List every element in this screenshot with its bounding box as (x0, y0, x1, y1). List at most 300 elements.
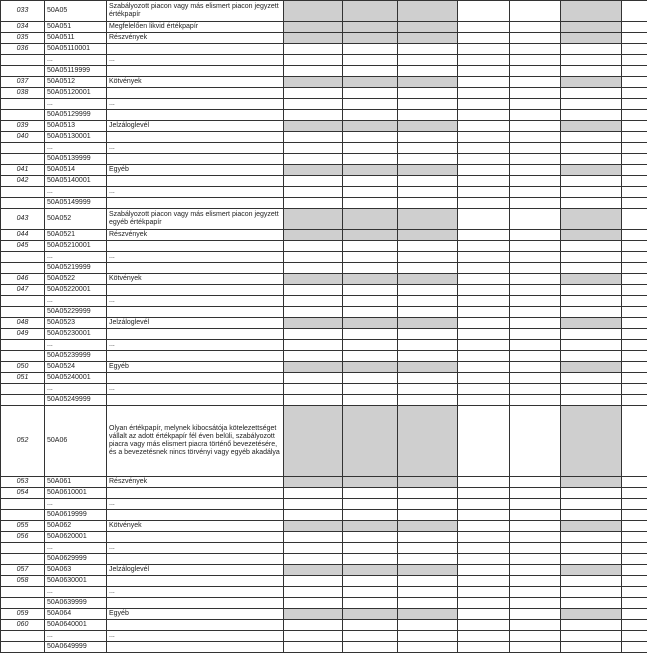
value-cell[interactable] (510, 33, 561, 44)
value-cell[interactable] (622, 373, 647, 384)
value-cell[interactable] (343, 488, 398, 499)
value-cell[interactable] (510, 22, 561, 33)
value-cell[interactable] (510, 532, 561, 543)
value-cell[interactable] (398, 154, 458, 165)
value-cell[interactable] (561, 241, 622, 252)
value-cell[interactable] (510, 296, 561, 307)
value-cell[interactable] (284, 252, 343, 263)
value-cell[interactable] (510, 230, 561, 241)
value-cell[interactable] (343, 510, 398, 521)
value-cell[interactable] (343, 532, 398, 543)
value-cell[interactable] (510, 132, 561, 143)
value-cell[interactable] (458, 22, 510, 33)
value-cell[interactable] (284, 384, 343, 395)
value-cell[interactable] (622, 351, 647, 362)
value-cell[interactable] (510, 642, 561, 653)
value-cell[interactable] (561, 110, 622, 121)
value-cell[interactable] (622, 543, 647, 554)
value-cell[interactable] (343, 66, 398, 77)
value-cell[interactable] (284, 532, 343, 543)
value-cell[interactable] (510, 285, 561, 296)
value-cell[interactable] (458, 165, 510, 176)
value-cell[interactable] (398, 198, 458, 209)
value-cell[interactable] (622, 99, 647, 110)
value-cell[interactable] (510, 1, 561, 22)
value-cell[interactable] (343, 110, 398, 121)
value-cell[interactable] (458, 554, 510, 565)
value-cell[interactable] (510, 252, 561, 263)
value-cell[interactable] (458, 1, 510, 22)
value-cell[interactable] (398, 307, 458, 318)
value-cell[interactable] (622, 598, 647, 609)
value-cell[interactable] (622, 631, 647, 642)
value-cell[interactable] (458, 88, 510, 99)
value-cell[interactable] (510, 154, 561, 165)
value-cell[interactable] (561, 554, 622, 565)
value-cell[interactable] (458, 499, 510, 510)
value-cell[interactable] (510, 241, 561, 252)
value-cell[interactable] (284, 176, 343, 187)
value-cell[interactable] (561, 499, 622, 510)
value-cell[interactable] (343, 620, 398, 631)
value-cell[interactable] (398, 598, 458, 609)
value-cell[interactable] (561, 373, 622, 384)
value-cell[interactable] (398, 554, 458, 565)
value-cell[interactable] (561, 143, 622, 154)
value-cell[interactable] (284, 296, 343, 307)
value-cell[interactable] (398, 263, 458, 274)
value-cell[interactable] (510, 543, 561, 554)
value-cell[interactable] (398, 499, 458, 510)
value-cell[interactable] (284, 241, 343, 252)
value-cell[interactable] (458, 384, 510, 395)
value-cell[interactable] (622, 510, 647, 521)
value-cell[interactable] (343, 132, 398, 143)
value-cell[interactable] (343, 642, 398, 653)
value-cell[interactable] (561, 532, 622, 543)
value-cell[interactable] (458, 154, 510, 165)
value-cell[interactable] (284, 642, 343, 653)
value-cell[interactable] (343, 329, 398, 340)
value-cell[interactable] (284, 44, 343, 55)
value-cell[interactable] (343, 176, 398, 187)
value-cell[interactable] (622, 77, 647, 88)
value-cell[interactable] (510, 99, 561, 110)
value-cell[interactable] (561, 285, 622, 296)
value-cell[interactable] (561, 488, 622, 499)
value-cell[interactable] (398, 395, 458, 406)
value-cell[interactable] (284, 373, 343, 384)
value-cell[interactable] (458, 274, 510, 285)
value-cell[interactable] (510, 395, 561, 406)
value-cell[interactable] (622, 642, 647, 653)
value-cell[interactable] (622, 252, 647, 263)
value-cell[interactable] (343, 631, 398, 642)
value-cell[interactable] (561, 631, 622, 642)
value-cell[interactable] (458, 543, 510, 554)
value-cell[interactable] (398, 543, 458, 554)
value-cell[interactable] (284, 110, 343, 121)
value-cell[interactable] (398, 55, 458, 66)
value-cell[interactable] (510, 209, 561, 230)
value-cell[interactable] (284, 395, 343, 406)
value-cell[interactable] (398, 296, 458, 307)
value-cell[interactable] (398, 373, 458, 384)
value-cell[interactable] (343, 307, 398, 318)
value-cell[interactable] (343, 88, 398, 99)
value-cell[interactable] (284, 99, 343, 110)
value-cell[interactable] (510, 620, 561, 631)
value-cell[interactable] (458, 198, 510, 209)
value-cell[interactable] (510, 406, 561, 477)
value-cell[interactable] (284, 329, 343, 340)
value-cell[interactable] (343, 198, 398, 209)
value-cell[interactable] (343, 285, 398, 296)
value-cell[interactable] (561, 598, 622, 609)
value-cell[interactable] (343, 395, 398, 406)
value-cell[interactable] (561, 66, 622, 77)
value-cell[interactable] (398, 351, 458, 362)
value-cell[interactable] (561, 642, 622, 653)
value-cell[interactable] (622, 307, 647, 318)
value-cell[interactable] (561, 55, 622, 66)
value-cell[interactable] (398, 252, 458, 263)
value-cell[interactable] (622, 576, 647, 587)
value-cell[interactable] (622, 318, 647, 329)
value-cell[interactable] (343, 154, 398, 165)
value-cell[interactable] (510, 609, 561, 620)
value-cell[interactable] (458, 642, 510, 653)
value-cell[interactable] (561, 340, 622, 351)
value-cell[interactable] (458, 532, 510, 543)
value-cell[interactable] (284, 143, 343, 154)
value-cell[interactable] (343, 384, 398, 395)
value-cell[interactable] (510, 110, 561, 121)
value-cell[interactable] (398, 143, 458, 154)
value-cell[interactable] (510, 165, 561, 176)
value-cell[interactable] (561, 263, 622, 274)
value-cell[interactable] (458, 620, 510, 631)
value-cell[interactable] (622, 121, 647, 132)
value-cell[interactable] (561, 198, 622, 209)
value-cell[interactable] (510, 351, 561, 362)
value-cell[interactable] (510, 66, 561, 77)
value-cell[interactable] (622, 587, 647, 598)
value-cell[interactable] (398, 187, 458, 198)
value-cell[interactable] (622, 395, 647, 406)
value-cell[interactable] (622, 296, 647, 307)
value-cell[interactable] (561, 154, 622, 165)
value-cell[interactable] (343, 499, 398, 510)
value-cell[interactable] (398, 329, 458, 340)
value-cell[interactable] (561, 187, 622, 198)
value-cell[interactable] (622, 384, 647, 395)
value-cell[interactable] (343, 296, 398, 307)
value-cell[interactable] (398, 285, 458, 296)
value-cell[interactable] (284, 132, 343, 143)
value-cell[interactable] (398, 132, 458, 143)
value-cell[interactable] (622, 488, 647, 499)
value-cell[interactable] (398, 88, 458, 99)
value-cell[interactable] (510, 477, 561, 488)
value-cell[interactable] (510, 521, 561, 532)
value-cell[interactable] (398, 241, 458, 252)
value-cell[interactable] (458, 521, 510, 532)
value-cell[interactable] (561, 329, 622, 340)
value-cell[interactable] (284, 576, 343, 587)
value-cell[interactable] (622, 165, 647, 176)
value-cell[interactable] (398, 110, 458, 121)
value-cell[interactable] (561, 307, 622, 318)
value-cell[interactable] (622, 198, 647, 209)
value-cell[interactable] (622, 66, 647, 77)
value-cell[interactable] (458, 598, 510, 609)
value-cell[interactable] (510, 263, 561, 274)
value-cell[interactable] (458, 285, 510, 296)
value-cell[interactable] (398, 631, 458, 642)
value-cell[interactable] (458, 66, 510, 77)
value-cell[interactable] (622, 565, 647, 576)
value-cell[interactable] (458, 209, 510, 230)
value-cell[interactable] (458, 110, 510, 121)
value-cell[interactable] (458, 99, 510, 110)
value-cell[interactable] (622, 477, 647, 488)
value-cell[interactable] (398, 532, 458, 543)
value-cell[interactable] (510, 176, 561, 187)
value-cell[interactable] (458, 576, 510, 587)
value-cell[interactable] (510, 329, 561, 340)
value-cell[interactable] (458, 132, 510, 143)
value-cell[interactable] (510, 307, 561, 318)
value-cell[interactable] (458, 318, 510, 329)
value-cell[interactable] (343, 351, 398, 362)
value-cell[interactable] (510, 44, 561, 55)
value-cell[interactable] (458, 241, 510, 252)
value-cell[interactable] (458, 263, 510, 274)
value-cell[interactable] (398, 384, 458, 395)
value-cell[interactable] (622, 406, 647, 477)
value-cell[interactable] (561, 176, 622, 187)
value-cell[interactable] (343, 55, 398, 66)
value-cell[interactable] (343, 373, 398, 384)
value-cell[interactable] (510, 576, 561, 587)
value-cell[interactable] (561, 132, 622, 143)
value-cell[interactable] (284, 55, 343, 66)
value-cell[interactable] (622, 554, 647, 565)
value-cell[interactable] (510, 143, 561, 154)
value-cell[interactable] (458, 395, 510, 406)
value-cell[interactable] (561, 88, 622, 99)
value-cell[interactable] (343, 554, 398, 565)
value-cell[interactable] (561, 587, 622, 598)
value-cell[interactable] (458, 44, 510, 55)
value-cell[interactable] (510, 631, 561, 642)
value-cell[interactable] (343, 241, 398, 252)
value-cell[interactable] (561, 351, 622, 362)
value-cell[interactable] (510, 121, 561, 132)
value-cell[interactable] (284, 499, 343, 510)
value-cell[interactable] (458, 406, 510, 477)
value-cell[interactable] (510, 362, 561, 373)
value-cell[interactable] (458, 187, 510, 198)
value-cell[interactable] (458, 296, 510, 307)
value-cell[interactable] (284, 66, 343, 77)
value-cell[interactable] (284, 543, 343, 554)
value-cell[interactable] (284, 198, 343, 209)
value-cell[interactable] (458, 587, 510, 598)
value-cell[interactable] (458, 609, 510, 620)
value-cell[interactable] (561, 296, 622, 307)
value-cell[interactable] (398, 44, 458, 55)
value-cell[interactable] (343, 598, 398, 609)
value-cell[interactable] (561, 510, 622, 521)
value-cell[interactable] (343, 187, 398, 198)
value-cell[interactable] (622, 1, 647, 22)
value-cell[interactable] (458, 307, 510, 318)
value-cell[interactable] (284, 340, 343, 351)
value-cell[interactable] (398, 587, 458, 598)
value-cell[interactable] (458, 488, 510, 499)
value-cell[interactable] (510, 384, 561, 395)
value-cell[interactable] (398, 340, 458, 351)
value-cell[interactable] (284, 154, 343, 165)
value-cell[interactable] (622, 44, 647, 55)
value-cell[interactable] (622, 263, 647, 274)
value-cell[interactable] (458, 143, 510, 154)
value-cell[interactable] (622, 187, 647, 198)
value-cell[interactable] (458, 351, 510, 362)
value-cell[interactable] (510, 187, 561, 198)
value-cell[interactable] (458, 33, 510, 44)
value-cell[interactable] (622, 274, 647, 285)
value-cell[interactable] (458, 121, 510, 132)
value-cell[interactable] (510, 499, 561, 510)
value-cell[interactable] (622, 285, 647, 296)
value-cell[interactable] (458, 510, 510, 521)
value-cell[interactable] (622, 499, 647, 510)
value-cell[interactable] (284, 554, 343, 565)
value-cell[interactable] (284, 488, 343, 499)
value-cell[interactable] (510, 274, 561, 285)
value-cell[interactable] (622, 620, 647, 631)
value-cell[interactable] (343, 263, 398, 274)
value-cell[interactable] (561, 99, 622, 110)
value-cell[interactable] (343, 587, 398, 598)
value-cell[interactable] (510, 587, 561, 598)
value-cell[interactable] (398, 99, 458, 110)
value-cell[interactable] (561, 543, 622, 554)
value-cell[interactable] (622, 230, 647, 241)
value-cell[interactable] (458, 230, 510, 241)
value-cell[interactable] (622, 88, 647, 99)
value-cell[interactable] (510, 77, 561, 88)
value-cell[interactable] (622, 55, 647, 66)
value-cell[interactable] (622, 532, 647, 543)
value-cell[interactable] (622, 241, 647, 252)
value-cell[interactable] (458, 252, 510, 263)
value-cell[interactable] (398, 620, 458, 631)
value-cell[interactable] (622, 22, 647, 33)
value-cell[interactable] (622, 110, 647, 121)
value-cell[interactable] (398, 488, 458, 499)
value-cell[interactable] (622, 329, 647, 340)
value-cell[interactable] (510, 565, 561, 576)
value-cell[interactable] (561, 384, 622, 395)
value-cell[interactable] (561, 44, 622, 55)
value-cell[interactable] (561, 395, 622, 406)
value-cell[interactable] (510, 88, 561, 99)
value-cell[interactable] (510, 340, 561, 351)
value-cell[interactable] (561, 576, 622, 587)
value-cell[interactable] (343, 543, 398, 554)
value-cell[interactable] (458, 340, 510, 351)
value-cell[interactable] (622, 340, 647, 351)
value-cell[interactable] (510, 198, 561, 209)
value-cell[interactable] (343, 143, 398, 154)
value-cell[interactable] (284, 620, 343, 631)
value-cell[interactable] (622, 154, 647, 165)
value-cell[interactable] (343, 44, 398, 55)
value-cell[interactable] (458, 477, 510, 488)
value-cell[interactable] (398, 66, 458, 77)
value-cell[interactable] (284, 351, 343, 362)
value-cell[interactable] (284, 510, 343, 521)
value-cell[interactable] (458, 631, 510, 642)
value-cell[interactable] (510, 488, 561, 499)
value-cell[interactable] (398, 510, 458, 521)
value-cell[interactable] (284, 307, 343, 318)
value-cell[interactable] (510, 55, 561, 66)
value-cell[interactable] (284, 88, 343, 99)
value-cell[interactable] (622, 609, 647, 620)
value-cell[interactable] (510, 598, 561, 609)
value-cell[interactable] (622, 521, 647, 532)
value-cell[interactable] (510, 554, 561, 565)
value-cell[interactable] (458, 362, 510, 373)
value-cell[interactable] (622, 362, 647, 373)
value-cell[interactable] (510, 373, 561, 384)
value-cell[interactable] (284, 263, 343, 274)
value-cell[interactable] (458, 329, 510, 340)
value-cell[interactable] (284, 631, 343, 642)
value-cell[interactable] (510, 318, 561, 329)
value-cell[interactable] (343, 340, 398, 351)
value-cell[interactable] (458, 373, 510, 384)
value-cell[interactable] (561, 252, 622, 263)
value-cell[interactable] (622, 176, 647, 187)
value-cell[interactable] (458, 55, 510, 66)
value-cell[interactable] (622, 143, 647, 154)
value-cell[interactable] (398, 576, 458, 587)
value-cell[interactable] (284, 285, 343, 296)
value-cell[interactable] (622, 132, 647, 143)
value-cell[interactable] (398, 176, 458, 187)
value-cell[interactable] (622, 33, 647, 44)
value-cell[interactable] (458, 176, 510, 187)
value-cell[interactable] (343, 252, 398, 263)
value-cell[interactable] (561, 620, 622, 631)
value-cell[interactable] (284, 587, 343, 598)
value-cell[interactable] (458, 565, 510, 576)
value-cell[interactable] (343, 576, 398, 587)
value-cell[interactable] (284, 598, 343, 609)
value-cell[interactable] (458, 77, 510, 88)
value-cell[interactable] (622, 209, 647, 230)
value-cell[interactable] (284, 187, 343, 198)
value-cell[interactable] (510, 510, 561, 521)
value-cell[interactable] (343, 99, 398, 110)
value-cell[interactable] (398, 642, 458, 653)
